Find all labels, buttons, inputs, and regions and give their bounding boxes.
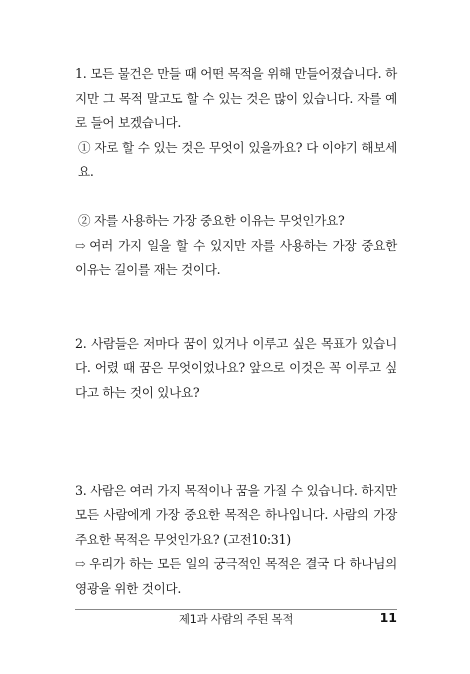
page-footer [75, 609, 397, 630]
spacer [75, 405, 397, 479]
question-1-sub-1: ① 자로 할 수 있는 것은 무엇이 있을까요? 다 이야기 해보세요. [78, 139, 397, 179]
answer-text: 여러 가지 일을 할 수 있지만 자를 사용하는 가장 중요한 이유는 길이를 재는 것이다. [75, 237, 397, 277]
question-1-answer [75, 234, 397, 283]
question-1-sub-2: ② 자를 사용하는 가장 중요한 이유는 무엇인가요? [78, 213, 345, 228]
page-content [75, 62, 397, 601]
lesson-title: 제1과 사람의 주된 목적 [178, 612, 294, 626]
page-number: 11 [379, 610, 397, 625]
question-1: 1. 모든 물건은 만들 때 어떤 목적을 위해 만들어졌습니다. 하지만 그 목적 말고도 할 수 있는 것은 많이 있습니다. 자를 예로 들어 보겠습니다. [75, 66, 397, 130]
question-3-answer [75, 552, 397, 601]
spacer [75, 185, 397, 210]
question-2: 2. 사람들은 저마다 꿈이 있거나 이루고 싶은 목표가 있습니다. 어렸 때 꿈은 무엇이었나요? 앞으로 이것은 꼭 이루고 싶다고 하는 것이 있나요? [75, 335, 397, 400]
arrow-icon: ⇨ [75, 556, 86, 571]
arrow-icon: ⇨ [75, 237, 86, 253]
spacer [75, 283, 397, 332]
answer-text: 우리가 하는 모든 일의 궁극적인 목적은 결국 다 하나님의 영광을 위한 것이다. [75, 556, 397, 596]
question-3: 3. 사람은 여러 가지 목적이나 꿈을 가질 수 있습니다. 하지만 모든 사람에게 가장 중요한 목적은 하나입니다. 사람의 가장 주요한 목적은 무엇인가요? (고전10:31) [75, 482, 397, 547]
